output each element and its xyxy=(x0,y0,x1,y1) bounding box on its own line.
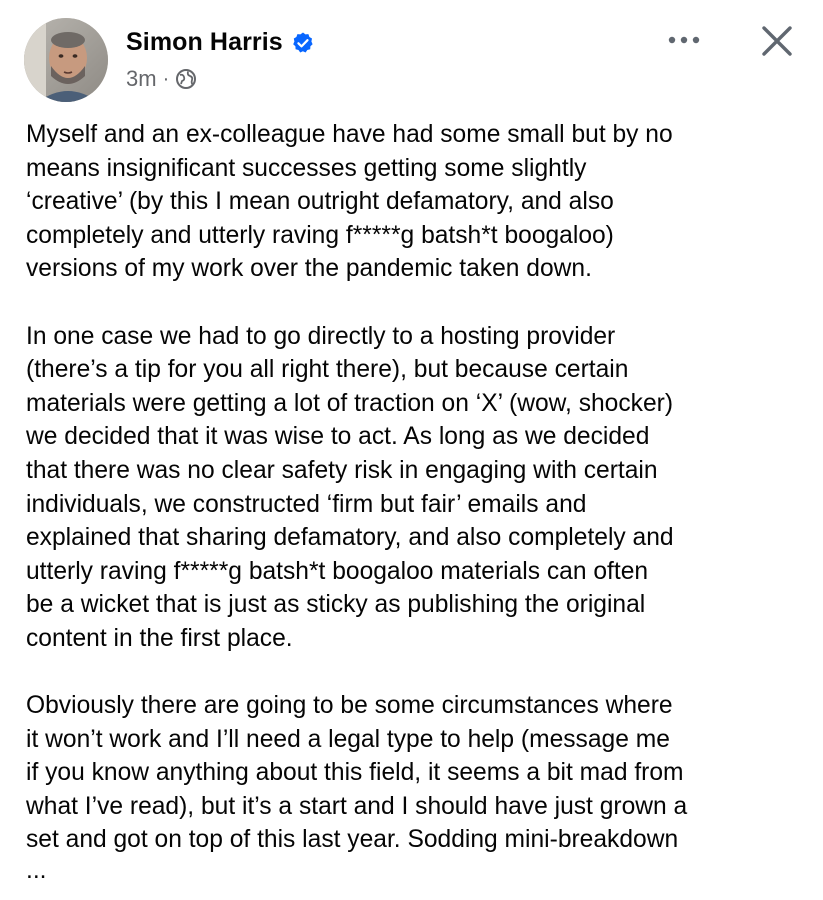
text-line: means insignificant successes getting some slightly xyxy=(26,154,587,182)
text-line: versions of my work over the pandemic taken down. xyxy=(26,255,592,283)
post-timestamp[interactable]: 3m xyxy=(126,66,157,91)
close-icon xyxy=(760,24,794,58)
text-line: that there was no clear safety risk in engaging with certain xyxy=(26,456,658,484)
avatar[interactable] xyxy=(24,18,108,102)
post-paragraph-3 xyxy=(26,689,806,857)
verified-badge-icon xyxy=(291,31,315,55)
text-line: In one case we had to go directly to a hosting provider xyxy=(26,322,616,350)
post-paragraph-1 xyxy=(26,118,806,286)
text-line: Myself and an ex-colleague have had some small but by no xyxy=(26,121,673,148)
more-horizontal-icon xyxy=(667,35,701,45)
text-line: set and got on top of this last year. Sodding mini-breakdown xyxy=(26,826,679,854)
close-button[interactable] xyxy=(754,18,800,64)
text-line: we decided that it was wise to act. As long as we decided xyxy=(26,423,650,451)
text-line: completely and utterly raving f*****g batsh*t boogaloo) xyxy=(26,221,614,249)
meta-separator: · xyxy=(162,68,170,90)
text-line: it won’t work and I’ll need a legal type to help (message me xyxy=(26,725,670,753)
text-line: if you know anything about this field, it seems a bit mad from xyxy=(26,759,684,787)
text-line: be a wicket that is just as sticky as publishing the original xyxy=(26,591,646,619)
text-line: utterly raving f*****g batsh*t boogaloo materials can often xyxy=(26,557,649,585)
post-paragraph-2 xyxy=(26,320,806,656)
post-meta xyxy=(126,66,197,92)
avatar-photo xyxy=(24,18,108,102)
text-line: Obviously there are going to be some circumstances where xyxy=(26,692,673,720)
text-line: content in the first place. xyxy=(26,624,293,652)
more-options-button[interactable] xyxy=(662,22,706,58)
text-line: what I’ve read), but it’s a start and I should have just grown a xyxy=(26,792,688,820)
text-line: (there’s a tip for you all right there), but because certain xyxy=(26,356,629,384)
post-header xyxy=(0,0,823,112)
author-row xyxy=(126,28,315,57)
text-line: explained that sharing defamatory, and also completely and xyxy=(26,524,674,552)
text-line: ‘creative’ (by this I mean outright defamatory, and also xyxy=(26,188,614,216)
author-name[interactable]: Simon Harris xyxy=(126,28,283,56)
globe-icon[interactable] xyxy=(175,68,197,90)
text-line: materials were getting a lot of traction on ‘X’ (wow, shocker) xyxy=(26,389,674,417)
text-line: individuals, we constructed ‘firm but fair’ emails and xyxy=(26,490,587,518)
post-text xyxy=(26,118,806,885)
see-more-ellipsis[interactable]: ... xyxy=(26,857,47,885)
